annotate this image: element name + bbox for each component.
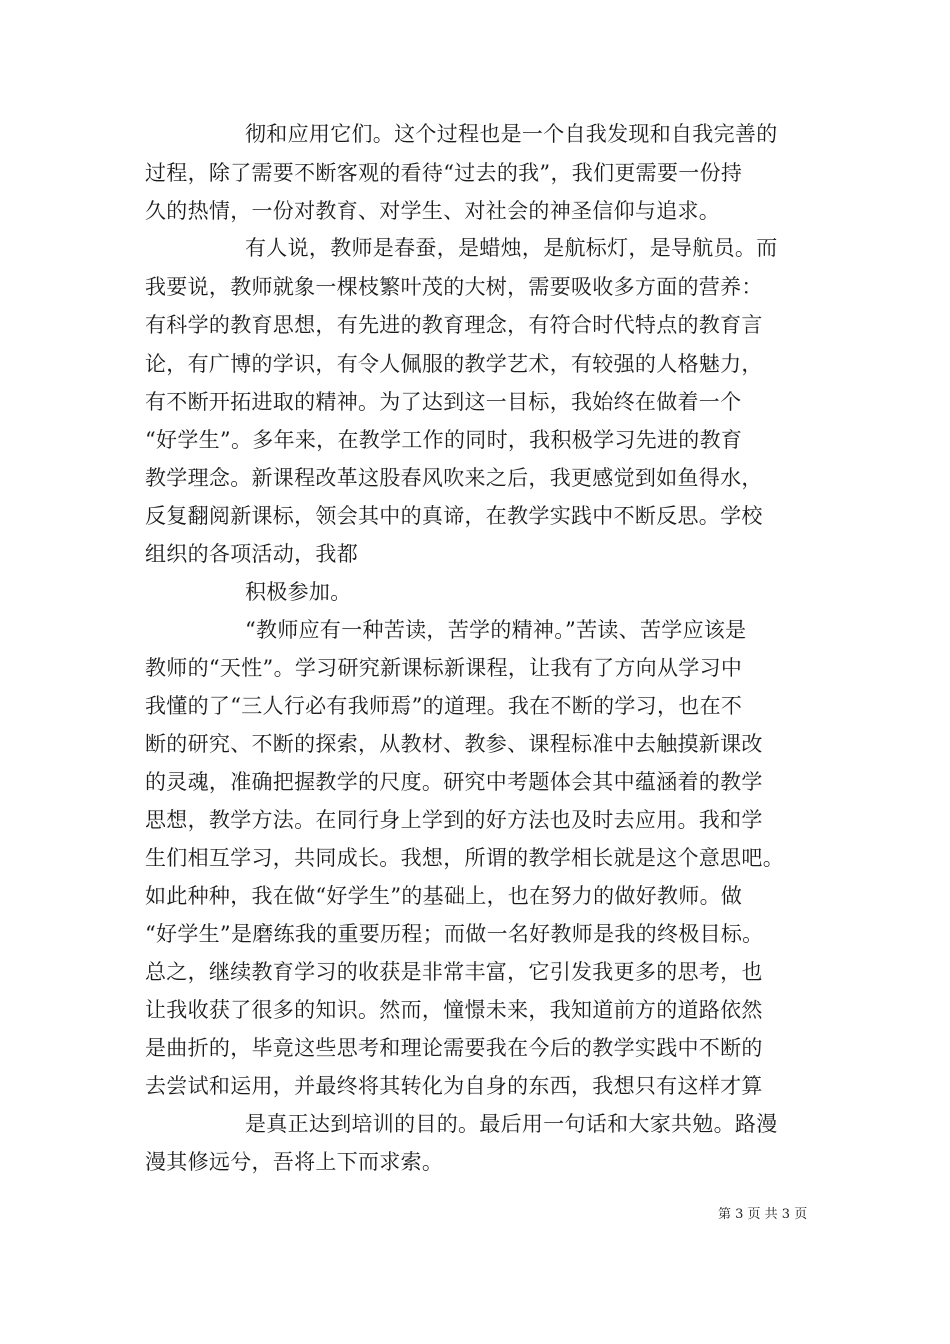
- text-line: 论，有广博的学识，有令人佩服的教学艺术，有较强的人格魅力，: [145, 352, 763, 376]
- text-line: 我要说，教师就象一棵枝繁叶茂的大树，需要吸收多方面的营养：: [145, 275, 763, 299]
- text-line: 漫其修远兮，吾将上下而求索。: [145, 1150, 444, 1174]
- text-line: 有不断开拓进取的精神。为了达到这一目标，我始终在做着一个: [145, 390, 742, 414]
- text-line: 总之，继续教育学习的收获是非常丰富，它引发我更多的思考，也: [145, 960, 763, 984]
- text-line: 的灵魂，准确把握教学的尺度。研究中考题体会其中蕴涵着的教学: [145, 770, 763, 794]
- text-line: 生们相互学习，共同成长。我想，所谓的教学相长就是这个意思吧。: [145, 846, 784, 870]
- text-line: 让我收获了很多的知识。然而，憧憬未来，我知道前方的道路依然: [145, 998, 763, 1022]
- page-number: 第 3 页 共 3 页: [718, 1207, 808, 1222]
- text-line: 有人说，教师是春蚕，是蜡烛，是航标灯，是导航员。而: [245, 236, 778, 260]
- text-line: 教学理念。新课程改革这股春风吹来之后，我更感觉到如鱼得水，: [145, 466, 763, 490]
- text-line: 去尝试和运用，并最终将其转化为自身的东西，我想只有这样才算: [145, 1074, 763, 1098]
- text-line: 断的研究、不断的探索，从教材、教参、课程标准中去触摸新课改: [145, 732, 763, 756]
- text-line: 思想，教学方法。在同行身上学到的好方法也及时去应用。我和学: [145, 808, 763, 832]
- text-line: “好学生”。多年来，在教学工作的同时，我积极学习先进的教育: [145, 428, 743, 452]
- text-line: 如此种种，我在做“好学生”的基础上，也在努力的做好教师。做: [145, 884, 743, 908]
- text-line: 有科学的教育思想，有先进的教育理念，有符合时代特点的教育言: [145, 313, 763, 337]
- text-line: 组织的各项活动，我都: [145, 542, 358, 566]
- text-line: 久的热情，一份对教育、对学生、对社会的神圣信仰与追求。: [145, 199, 721, 223]
- text-line: 教师的“天性”。学习研究新课标新课程，让我有了方向从学习中: [145, 656, 743, 680]
- text-line: “好学生”是磨练我的重要历程；而做一名好教师是我的终极目标。: [145, 922, 764, 946]
- text-line: 是真正达到培训的目的。最后用一句话和大家共勉。路漫: [245, 1112, 778, 1136]
- text-line: 积极参加。: [245, 580, 352, 604]
- text-line: “教师应有一种苦读，苦学的精神。”苦读、苦学应该是: [245, 618, 747, 642]
- text-line: 反复翻阅新课标，领会其中的真谛，在教学实践中不断反思。学校: [145, 504, 763, 528]
- text-line: 是曲折的，毕竟这些思考和理论需要我在今后的教学实践中不断的: [145, 1036, 763, 1060]
- text-line: 过程，除了需要不断客观的看待“过去的我”，我们更需要一份持: [145, 161, 743, 185]
- text-line: 我懂的了“三人行必有我师焉”的道理。我在不断的学习，也在不: [145, 694, 743, 718]
- text-line: 彻和应用它们。这个过程也是一个自我发现和自我完善的: [245, 122, 778, 146]
